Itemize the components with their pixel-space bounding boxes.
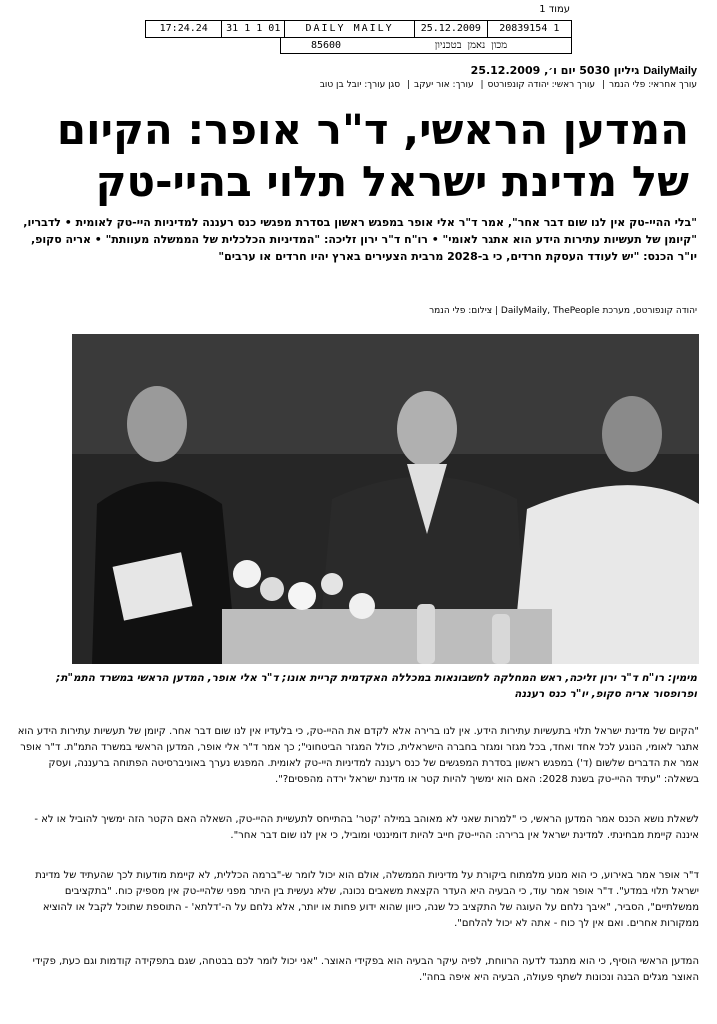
stamp-time: 17:24.24 xyxy=(159,23,208,34)
headline xyxy=(29,104,689,208)
staff-editor: עורך: אור יעקב xyxy=(414,80,474,90)
body-paragraph-4: המדען הראשי הוסיף, כי הוא מתנגד לדעה הרווחת, לפיה עיקר הבעיה הוא בפקידי האוצר. "אני יכול לומר לכם בבטחה, שגם בתפקידה קודמות וגם כעת, פקידי האוצר מגלים הבנה ונכונות לשתף פעולה, הבעיה היא איפה בחה". xyxy=(32,956,699,983)
lead-paragraph: "בלי ההיי-טק אין לנו שום דבר אחר", אמר ד"ר אלי אופר במפגש ראשון בסדרת מפגשי כנס רעננה למדיניות היי-טק לאומית • לדבריו, "קיומן של תעשיות עתירות הידע הוא אתגר לאומי" • רו"ח ד"ר ירון זליכה: "המדיניות הכלכלית של הממשלה מעוותת" • אריה סקופ, יו"ר הכנס: "יש לעודד העסקת חרדים, כי ב-2028 מרבית הצעירים בארץ יהיו חרדים או ערבים" xyxy=(23,216,697,263)
page-number: עמוד 1 xyxy=(539,4,570,15)
staff-chief-editor: עורך ראשי: יהודה קונפורטס xyxy=(487,80,596,90)
panel-photo-illustration xyxy=(72,334,699,664)
stamp-client: מכון נאמן בטכניון xyxy=(434,40,508,51)
staff-editor-in-charge: עורך אחראי: פלי הנמר xyxy=(608,80,697,90)
stamp-row-bottom xyxy=(280,38,572,54)
headline-line-2: של מדינת ישראל תלוי בהיי-טק xyxy=(95,157,689,206)
staff-line: עורך אחראי: פלי הנמר| עורך ראשי: יהודה קונפורטס| עורך: אור יעקב| סגן עורך: יובל בן טוב xyxy=(319,80,697,90)
clipping-stamp xyxy=(145,20,572,56)
issue-number: גיליון 5030 יום ו׳, xyxy=(544,64,640,77)
brand-name: DailyMaily xyxy=(643,65,697,77)
body-paragraph-2: לשאלת נושא הכנס אמר המדען הראשי, כי "למרות שאני לא מאוהב במילה 'קטר' בהתייחס לתעשיית ההיי-טק, השאלה האם הקטר הזה ימשיך להוביל או לא - איננה קיימת מבחינתי. למדינת ישראל אין ברירה: ההיי-טק חייב להיות דומיננטי ומוביל, כי אין לנו שום דבר אחר". xyxy=(34,814,699,841)
stamp-code: 31 1 1 01 xyxy=(221,21,284,37)
article-body xyxy=(17,724,699,1010)
body-paragraph-1: "הקיום של מדינת ישראל תלוי בתעשיות עתירות הידע. אין לנו ברירה אלא לקדם את ההיי-טק, כי בלעדיו אין לנו שום דבר אחר. קיומן של תעשיות עתירות הידע הוא אתגר לאומי, הנוגע לכל אחד ואחד, בכל מגזר ומגזר בחברה הישראלית, כולל המגזר הביטחוני"; כך אמר ד"ר אלי אופר, המדען הראשי במשרד התמ"ת. ד"ר אופר אמר את הדברים שלשום (ד') במפגש ראשון בסדרת המפגשים של כנס רעננה למדיניות היי-טק לאומית. המפגש נערך באוניברסיטה הפתוחה ברעננה, ועסק בשאלה: "עתיד ההיי-טק בשנת 2028: האם הוא ימשיך להיות קטר או מדינת ישראל ירדה מהפסים?". xyxy=(17,726,699,785)
headline-line-1: המדען הראשי, ד"ר אופר: הקיום xyxy=(56,105,689,154)
stamp-id: 20839154 1 xyxy=(487,21,571,37)
panel-photo xyxy=(72,334,699,664)
issue-info xyxy=(471,64,697,77)
staff-deputy-editor: סגן עורך: יובל בן טוב xyxy=(319,80,401,90)
stamp-date: 25.12.2009 xyxy=(414,21,486,37)
issue-date: 25.12.2009 xyxy=(470,64,541,77)
photo-caption: מימין: רו"ח ד"ר ירון זליכה, ראש המחלקה לחשבונאות במכללה האקדמית קריית אונו; ד"ר אלי אופר, המדען הראשי במשרד התמ"ת; ופרופסור אריה סקופ, יו"ר כנס רעננה xyxy=(56,672,697,700)
body-paragraph-3: ד"ר אופר אמר באירוע, כי הוא מנוע מלמתוח ביקורת על מדיניות הממשלה, אולם הוא יכול לומר ש-"ברמה הכללית, לא קיימת מודעות לכך שהעתיד של מדינת ישראל תלוי במדע". ד"ר אופר אמר עוד, כי הבעיה היא העדר הקצאת משאבים נכונה, שלא נעשית בין היתר מפני שלהיי-טק אין מספיק כוח. "בתקציבים ממשלתיים", הסביר, "איבך נלחם על העוגה של התקציב כל שנה, כיוון שהוא ידוע פחות או יותר, אלא נלחם על ה-'דלתא' - התוספת שתוכל לקבל או להוציא ממקורות אחרים. ואם אין לך כוח - אתה לא יכול להלחם". xyxy=(35,870,699,929)
stamp-client-code: 85600 xyxy=(310,40,342,51)
stamp-row-top xyxy=(145,20,572,38)
byline: יהודה קונפורטס, מערכת DailyMaily, ThePeople | צילום: פלי הנמר xyxy=(429,306,697,316)
stamp-source: DAILY MAILY xyxy=(284,21,414,37)
